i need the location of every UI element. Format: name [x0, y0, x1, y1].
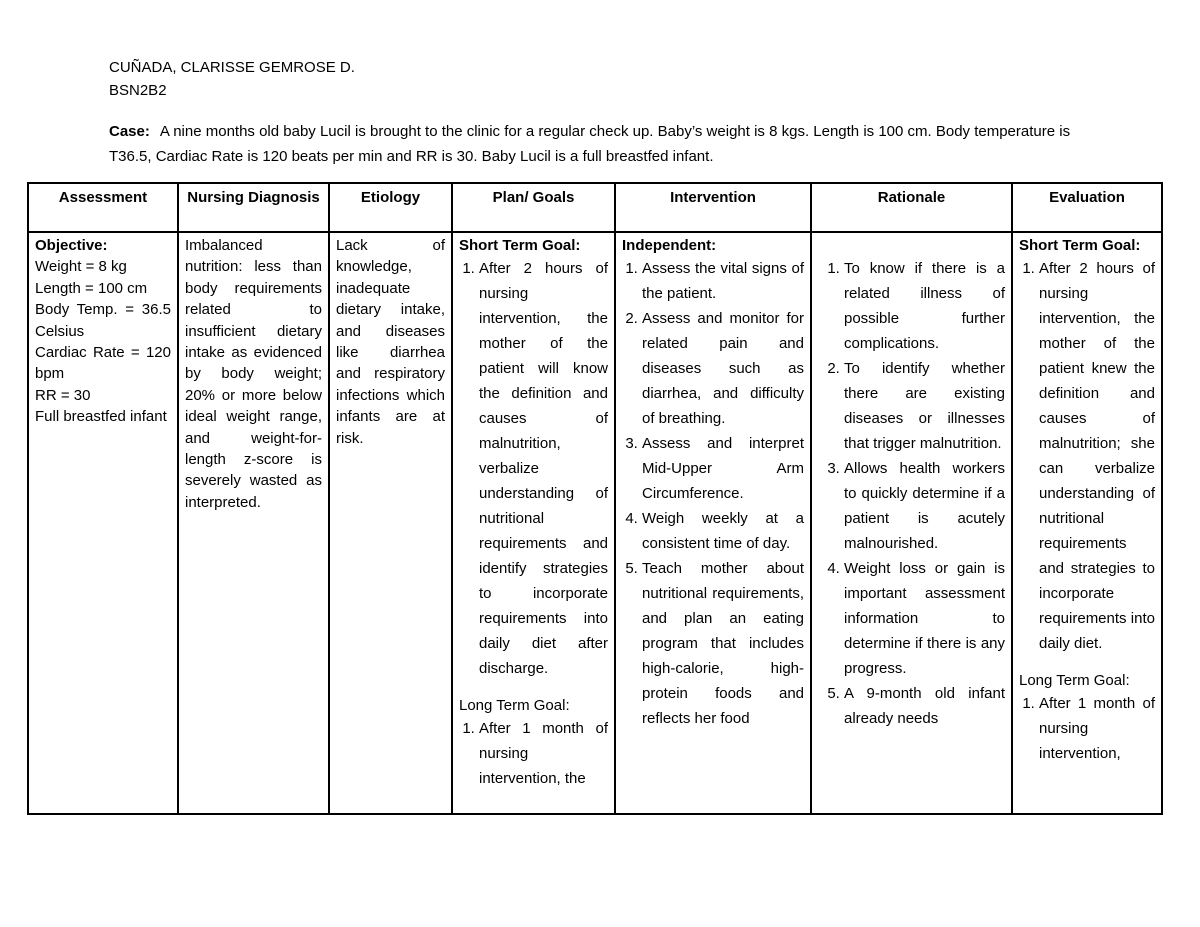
- assessment-line: Weight = 8 kg: [35, 258, 127, 276]
- rationale-item: 4. Weight loss or gain is important assessment information to determine if there is any progress.: [844, 556, 1005, 681]
- assessment-line: Body Temp. = 36.5 Celsius: [35, 301, 171, 340]
- case-label: Case:: [109, 123, 150, 140]
- table-header-row: [28, 183, 1162, 232]
- rationale-item: 2. To identify whether there are existing diseases or illnesses that trigger malnutrition.: [844, 356, 1005, 456]
- evaluation-cell: [1012, 232, 1162, 814]
- header-plan-goals: Plan/ Goals: [452, 183, 615, 232]
- student-section: BSN2B2: [109, 82, 167, 99]
- intervention-item: 1. Assess the vital signs of the patient.: [642, 256, 804, 306]
- assessment-line: Full breastfed infant: [35, 408, 167, 426]
- plan-cell: [452, 232, 615, 814]
- header-evaluation: Evaluation: [1012, 183, 1162, 232]
- diagnosis-text: Imbalanced nutrition: less than body requirements related to insufficient dietary intake as evidenced by body weight; 20% or more below ideal weight range, and weight-for-length z-score is severely wasted as interpreted.: [185, 237, 322, 511]
- etiology-text: Lack of knowledge, inadequate dietary intake, and diseases like diarrhea and respiratory infections which infants are at risk.: [336, 237, 445, 447]
- plan-short-goal-item: 1. After 2 hours of nursing intervention, the mother of the patient will know the definition and causes of malnutrition, verbalize understanding of nutritional requirements and identify strategies to incorporate requirements into daily diet after discharge.: [479, 256, 608, 681]
- short-term-goal-label: Short Term Goal:: [459, 237, 581, 254]
- nursing-care-plan-table: [27, 182, 1163, 815]
- assessment-line: Length = 100 cm: [35, 279, 148, 297]
- header-etiology: Etiology: [329, 183, 452, 232]
- eval-long-term-goal-label: Long Term Goal:: [1019, 672, 1130, 689]
- plan-long-goal-item: 1. After 1 month of nursing intervention, the: [479, 716, 608, 791]
- header-rationale: Rationale: [811, 183, 1012, 232]
- intervention-cell: [615, 232, 811, 814]
- intervention-item: 5. Teach mother about nutritional requirements, and plan an eating program that includes high-calorie, high-protein foods and reflects her food: [642, 556, 804, 731]
- rationale-item: 1. To know if there is a related illness of possible further complications.: [844, 256, 1005, 356]
- student-name: CUÑADA, CLARISSE GEMROSE D.: [109, 59, 355, 76]
- rationale-cell: [811, 232, 1012, 814]
- intervention-item: 3. Assess and interpret Mid-Upper Arm Circumference.: [642, 431, 804, 506]
- assessment-line: RR = 30: [35, 386, 91, 404]
- evaluation-short-goal-item: 1. After 2 hours of nursing intervention, the mother of the patient knew the definition and causes of malnutrition; she can verbalize understanding of nutritional requirements and strategies to incorporate requirements into daily diet.: [1039, 256, 1155, 656]
- independent-label: Independent:: [622, 237, 717, 254]
- header-nursing-diagnosis: Nursing Diagnosis: [178, 183, 329, 232]
- intervention-item: 4. Weigh weekly at a consistent time of day.: [642, 506, 804, 556]
- table-row: [28, 232, 1162, 814]
- diagnosis-cell: [178, 232, 329, 814]
- rationale-item: 5. A 9-month old infant already needs: [844, 681, 1005, 731]
- eval-short-term-goal-label: Short Term Goal:: [1019, 237, 1141, 254]
- header-intervention: Intervention: [615, 183, 811, 232]
- assessment-cell: [28, 232, 178, 814]
- objective-label: Objective:: [35, 237, 108, 254]
- evaluation-long-goal-item: 1. After 1 month of nursing intervention,: [1039, 691, 1155, 766]
- case-description: [109, 119, 1089, 169]
- rationale-item: 3. Allows health workers to quickly determine if a patient is acutely malnourished.: [844, 456, 1005, 556]
- header-assessment: Assessment: [28, 183, 178, 232]
- intervention-item: 2. Assess and monitor for related pain and diseases such as diarrhea, and difficulty of breathing.: [642, 306, 804, 431]
- long-term-goal-label: Long Term Goal:: [459, 697, 570, 714]
- etiology-cell: [329, 232, 452, 814]
- assessment-line: Cardiac Rate = 120 bpm: [35, 344, 171, 383]
- case-text: A nine months old baby Lucil is brought to the clinic for a regular check up. Baby’s weight is 8 kgs. Length is 100 cm. Body temperature is T36.5, Cardiac Rate is 120 beats per min and RR is 30. Baby Lucil is a full breastfed infant.: [109, 123, 1071, 165]
